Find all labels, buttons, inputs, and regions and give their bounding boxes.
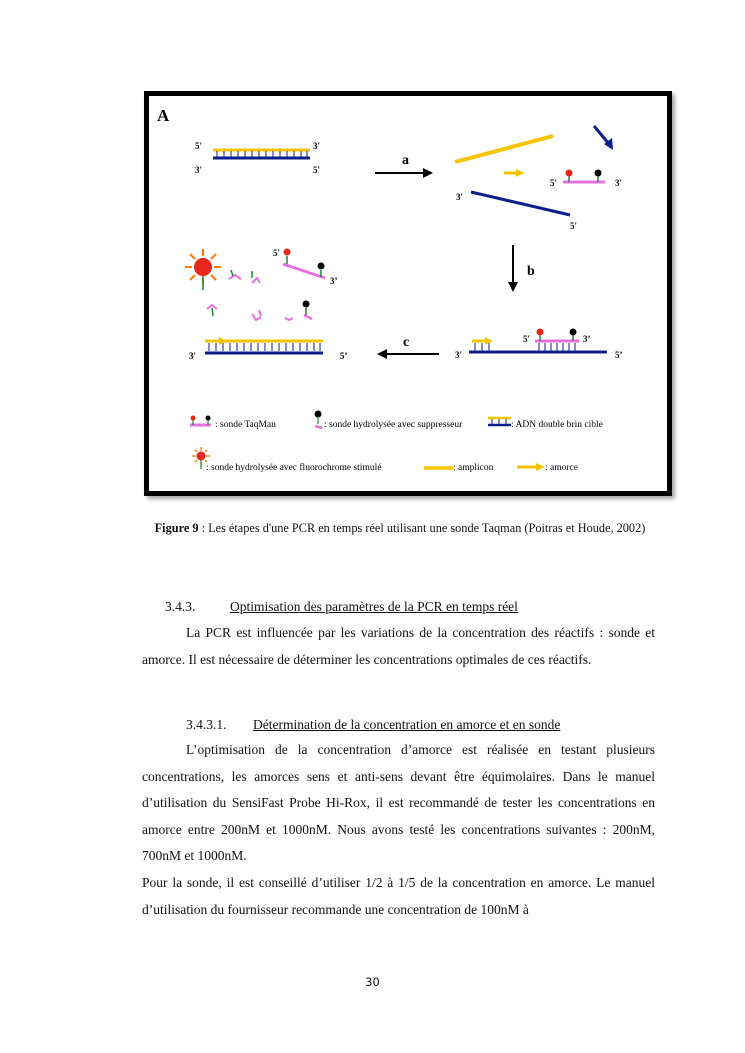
end-label: 5' (195, 141, 203, 151)
initial-dsdna (213, 150, 310, 158)
extended-dsdna (205, 337, 323, 353)
free-primer-yellow (504, 169, 525, 177)
legend-fluorochrome-text: : sonde hydrolysée avec fluorochrome stimulé (206, 463, 382, 473)
stimulated-fluorochrome (185, 249, 221, 290)
paragraph-text: L’optimisation de la concentration d’amorce est réalisée en testant plusieurs concentrations, les amorces sens et anti-sens devant être équimolaires. Dans le manuel d’utilisation du SensiFast Probe Hi-Rox, il est recommandé de tester les concentrations en amorce entre 200nM et 1000nM. Nous avons testé les concentrations suivantes : 200nM, 700nM et 1000nM. (142, 742, 655, 864)
end-label: 3' (455, 350, 463, 360)
section-title: Optimisation des paramètres de la PCR en temps réel (230, 599, 518, 614)
step-b-label: b (527, 264, 535, 279)
end-label: 3' (313, 141, 321, 151)
step-b-arrow (508, 245, 518, 292)
legend-dsdna-text: : ADN double brin cible (511, 420, 603, 430)
end-label: 5' (570, 221, 578, 231)
caption-label: Figure 9 (154, 521, 199, 535)
end-label: 3’ (583, 334, 591, 344)
end-label: 3' (189, 351, 197, 361)
end-label: 5' (523, 334, 531, 344)
legend-quencher-text: : sonde hydrolysée avec suppresseur (324, 420, 463, 430)
figure-caption (150, 521, 650, 537)
end-label: 5’ (615, 350, 623, 360)
paragraph-text: Pour la sonde, il est conseillé d’utiliser 1/2 à 1/5 de la concentration en amorce. Le manuel d’utilisation du fournisseur recommande une concentration de 100nM à (142, 875, 655, 917)
legend-primer-icon (517, 463, 545, 471)
end-label: 5' (273, 248, 281, 258)
end-label: 5’ (340, 351, 348, 361)
legend-dsdna-icon (488, 418, 511, 425)
end-label: 5' (550, 178, 558, 188)
free-primer-navy (594, 126, 613, 150)
hydrolyzed-quencher-probe (303, 301, 313, 320)
step-c-arrow (377, 349, 439, 359)
legend-primer-text: : amorce (545, 463, 578, 473)
paragraph-primer-optimisation (142, 737, 655, 870)
paragraph-probe-concentration (142, 870, 655, 923)
caption-text: : Les étapes d'une PCR en temps réel utilisant une sonde Taqman (Poitras et Houde, 2002) (198, 521, 646, 535)
page-number: 30 (365, 975, 380, 989)
end-label: 3' (195, 165, 203, 175)
taqman-pcr-diagram (149, 96, 667, 491)
paragraph-pcr-influence (142, 620, 655, 673)
paragraph-text: La PCR est influencée par les variations de la concentration des réactifs : sonde et amorce. Il est nécessaire de déterminer les concentrations optimales de ces réactifs. (142, 625, 655, 667)
legend-amplicon-text: : amplicon (453, 463, 494, 473)
end-label: 3' (456, 192, 464, 202)
figure-9-diagram (144, 91, 672, 496)
legend-taqman-icon (190, 416, 211, 426)
section-number: 3.4.3.1. (186, 717, 227, 732)
legend-quencher-icon (315, 411, 323, 429)
step-a-label: a (402, 153, 409, 168)
free-taqman-probe (563, 170, 605, 183)
step-c-label: c (403, 335, 410, 350)
legend-taqman-text: : sonde TaqMan (215, 420, 276, 430)
end-label: 3' (615, 178, 623, 188)
panel-label: A (157, 106, 170, 125)
probe-fragments (207, 270, 293, 320)
single-strand-navy (471, 192, 570, 215)
section-title: Détermination de la concentration en amorce et en sonde (253, 717, 561, 732)
end-label: 3’ (330, 276, 338, 286)
end-label: 5' (313, 165, 321, 175)
released-probe (283, 249, 325, 279)
step-a-arrow (375, 168, 433, 178)
single-strand-yellow (455, 136, 553, 162)
section-number: 3.4.3. (165, 599, 196, 614)
